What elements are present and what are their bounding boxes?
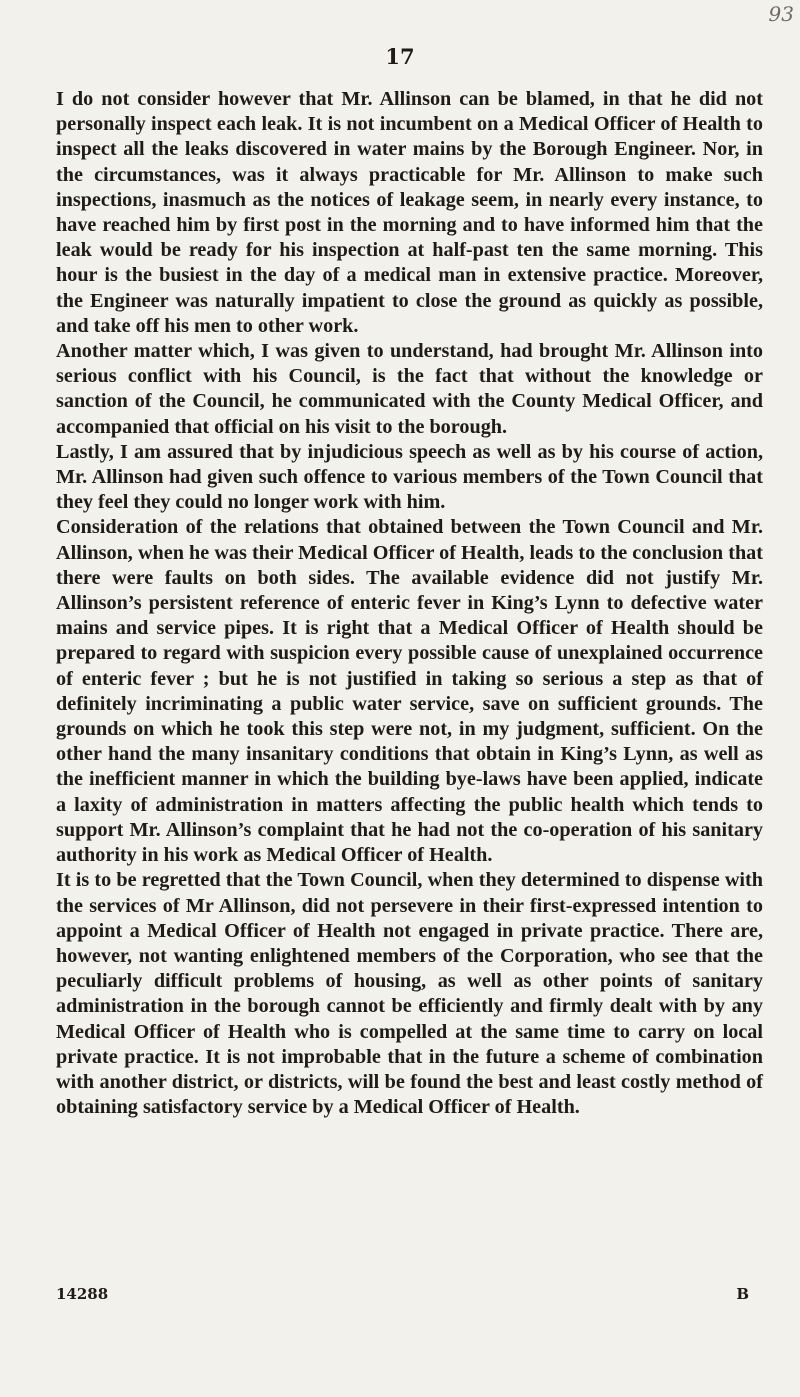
paragraph-injudicious-speech: Lastly, I am assured that by injudicious speech as well as by his course of action, Mr. Allinson had given such offence to various members of the Town Council that they feel they could no longer work with him. — [56, 440, 763, 514]
page-number: 17 — [385, 44, 415, 69]
print-code: 14288 — [56, 1285, 109, 1303]
signature-mark: B — [736, 1285, 749, 1303]
paragraph-county-officer: Another matter which, I was given to understand, had brought Mr. Allinson into serious conflict with his Council, is the fact that without the knowledge or sanction of the Council, he communicated with the County Medical Officer, and accompanied that official on his visit to the borough. — [56, 340, 763, 438]
paragraph-leak-inspection: I do not consider however that Mr. Allinson can be blamed, in that he did not personally inspect each leak. It is not incumbent on a Medical Officer of Health to inspect all the leaks discovered in water mains by the Borough Engineer. Nor, in the circumstances, was it always practicable for Mr. Allinson to make such inspections, inasmuch as the notices of leakage seem, in nearly every instance, to have reached him by first post in the morning and to have informed him that the leak would be ready for his inspection at half-past ten the same morning. This hour is the busiest in the day of a medical man in extensive practice. Moreover, the Engineer was naturally impatient to close the ground as quickly as possible, and take off his men to other work. — [56, 88, 763, 337]
handwritten-folio-number: 93 — [768, 2, 794, 26]
paragraph-faults-both-sides: Consideration of the relations that obtained between the Town Council and Mr. Allinson, when he was their Medical Officer of Health, leads to the conclusion that there were faults on both sides. The available evidence did not justify Mr. Allinson’s persistent reference of enteric fever in King’s Lynn to defective water mains and service pipes. It is right that a Medical Officer of Health should be prepared to regard with suspicion every possible cause of unexplained occurrence of enteric fever ; but he is not justified in taking so serious a step as that of definitely incriminating a public water service, save on sufficient grounds. The grounds on which he took this step were not, in my judgment, sufficient. On the other hand the many insanitary conditions that obtain in King’s Lynn, as well as the inefficient manner in which the building bye-laws have been applied, indicate a laxity of administration in matters affecting the public health which tends to support Mr. Allinson’s complaint that he had not the co-operation of his sanitary authority in his work as Medical Officer of Health. — [56, 516, 763, 867]
page-footer — [56, 1285, 763, 1303]
body-text — [56, 87, 763, 1120]
paragraph-future-scheme: It is to be regretted that the Town Council, when they determined to dispense with the services of Mr Allinson, did not persevere in their first-expressed intention to appoint a Medical Officer of Health not engaged in private practice. There are, however, not wanting enlightened members of the Corporation, who see that the peculiarly difficult problems of housing, as well as other points of sanitary administration in the borough cannot be efficiently and firmly dealt with by any Medical Officer of Health who is compelled at the same time to carry on local private practice. It is not improbable that in the future a scheme of combination with another district, or districts, will be found the best and least costly method of obtaining satisfactory service by a Medical Officer of Health. — [56, 869, 763, 1119]
